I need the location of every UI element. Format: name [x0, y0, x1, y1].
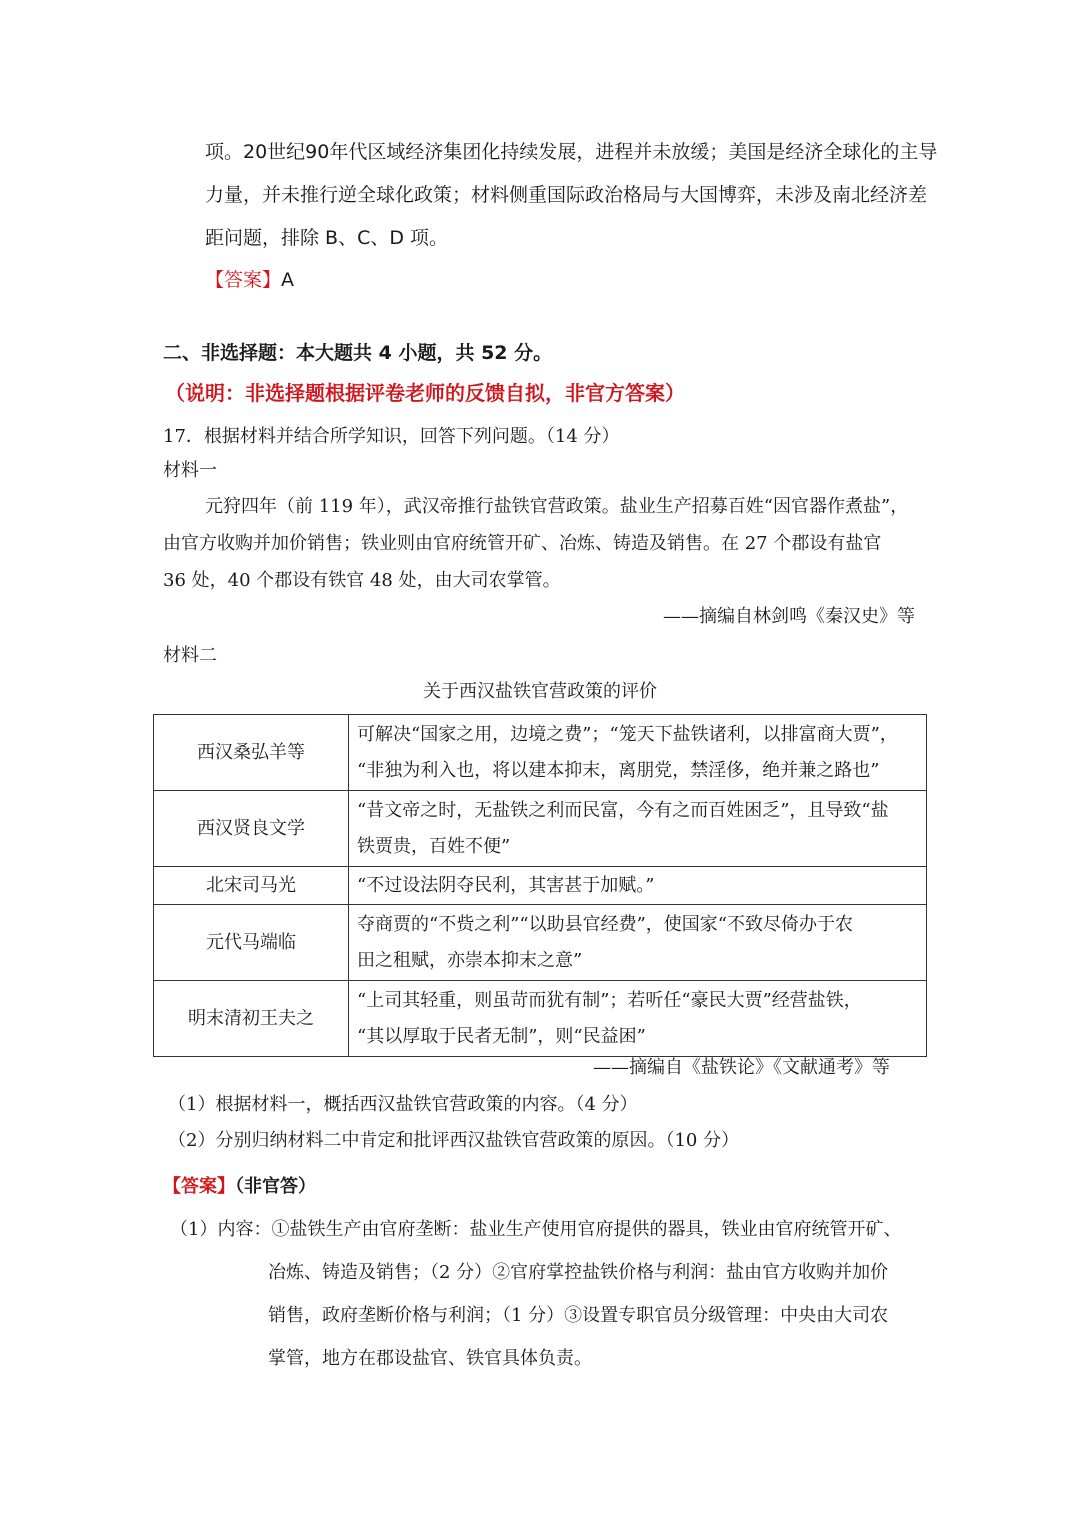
analysis-line-1: 项。20世纪90年代区域经济集团化持续发展，进程并未放缓；美国是经济全球化的主导 [205, 141, 938, 163]
answer-label: 【答案】 [163, 1176, 235, 1197]
material1-line-2: 由官方收购并加价销售；铁业则由官府统管开矿、冶炼、铸造及销售。在 27 个郡设有盐官 [163, 533, 882, 554]
cell-line: “不过设法阴夺民利，其害甚于加赋。” [357, 874, 655, 896]
material1-source: ——摘编自林剑鸣《秦汉史》等 [663, 606, 915, 627]
cell-line: 夺商贾的“不赀之利”“以助县官经费”，使国家“不致尽倚办于农 [357, 913, 854, 935]
cell-line: “非独为利入也，将以建本抑末，离朋党，禁淫侈，绝并兼之路也” [357, 759, 880, 781]
table-row [154, 905, 927, 981]
material1-label: 材料一 [163, 460, 217, 481]
table-cell-who: 北宋司马光 [154, 867, 349, 905]
table-row [154, 867, 927, 905]
evaluation-table [153, 714, 927, 1057]
cell-line: “其以厚取于民者无制”，则“民益困” [357, 1025, 646, 1047]
sub-question-2: （2）分别归纳材料二中肯定和批评西汉盐铁官营政策的原因。（10 分） [168, 1130, 740, 1151]
table-cell-text [349, 867, 927, 905]
cell-line: “上司其轻重，则虽苛而犹有制”；若听任“豪民大贾”经营盐铁， [357, 989, 862, 1011]
answer-line-3: 销售，政府垄断价格与利润；（1 分）③设置专职官员分级管理：中央由大司农 [268, 1305, 889, 1326]
answer-line-2: 冶炼、铸造及销售；（2 分）②官府掌控盐铁价格与利润：盐由官方收购并加价 [268, 1262, 889, 1283]
analysis-line-3: 距问题，排除 B、C、D 项。 [205, 227, 449, 249]
cell-line: “昔文帝之时，无盐铁之利而民富，今有之而百姓困乏”，且导致“盐 [357, 799, 889, 821]
section-note: （说明：非选择题根据评卷老师的反馈自拟，非官方答案） [165, 381, 685, 405]
question-stem: 17．根据材料并结合所学知识，回答下列问题。（14 分） [163, 426, 620, 447]
table-title: 关于西汉盐铁官营政策的评价 [423, 681, 657, 702]
table-cell-text [349, 791, 927, 867]
answer-line-1: （1）内容：①盐铁生产由官府垄断：盐业生产使用官府提供的器具，铁业由官府统管开矿、 [170, 1219, 902, 1240]
table-cell-who: 西汉贤良文学 [154, 791, 349, 867]
table-cell-text [349, 981, 927, 1057]
table-row [154, 981, 927, 1057]
sub-question-1: （1）根据材料一，概括西汉盐铁官营政策的内容。（4 分） [168, 1094, 638, 1115]
table-cell-who: 明末清初王夫之 [154, 981, 349, 1057]
answer-tag: （非官答） [235, 1176, 316, 1197]
material1-line-1: 元狩四年（前 119 年），武汉帝推行盐铁官营政策。盐业生产招募百姓“因官器作煮盐”， [205, 496, 909, 517]
table-cell-text [349, 715, 927, 791]
material1-line-3: 36 处，40 个郡设有铁官 48 处，由大司农掌管。 [163, 570, 561, 591]
cell-line: 田之租赋，亦崇本抑末之意” [357, 949, 583, 971]
answer-heading [163, 1173, 316, 1201]
table-row [154, 791, 927, 867]
material2-label: 材料二 [163, 645, 217, 666]
answer-value: A [281, 269, 295, 291]
table-cell-who: 西汉桑弘羊等 [154, 715, 349, 791]
analysis-line-2: 力量，并未推行逆全球化政策；材料侧重国际政治格局与大国博弈，未涉及南北经济差 [205, 184, 928, 206]
cell-line: 铁贾贵，百姓不便” [357, 835, 511, 857]
table-row [154, 715, 927, 791]
material2-source: ——摘编自《盐铁论》《文献通考》等 [593, 1057, 890, 1078]
table-cell-who: 元代马端临 [154, 905, 349, 981]
prev-answer [205, 266, 294, 294]
cell-line: 可解决“国家之用，边境之费”；“笼天下盐铁诸利，以排富商大贾”， [357, 723, 898, 745]
answer-label: 【答案】 [205, 269, 282, 291]
table-cell-text [349, 905, 927, 981]
answer-line-4: 掌管，地方在郡设盐官、铁官具体负责。 [268, 1348, 592, 1369]
section-heading: 二、非选择题：本大题共 4 小题，共 52 分。 [163, 342, 553, 364]
